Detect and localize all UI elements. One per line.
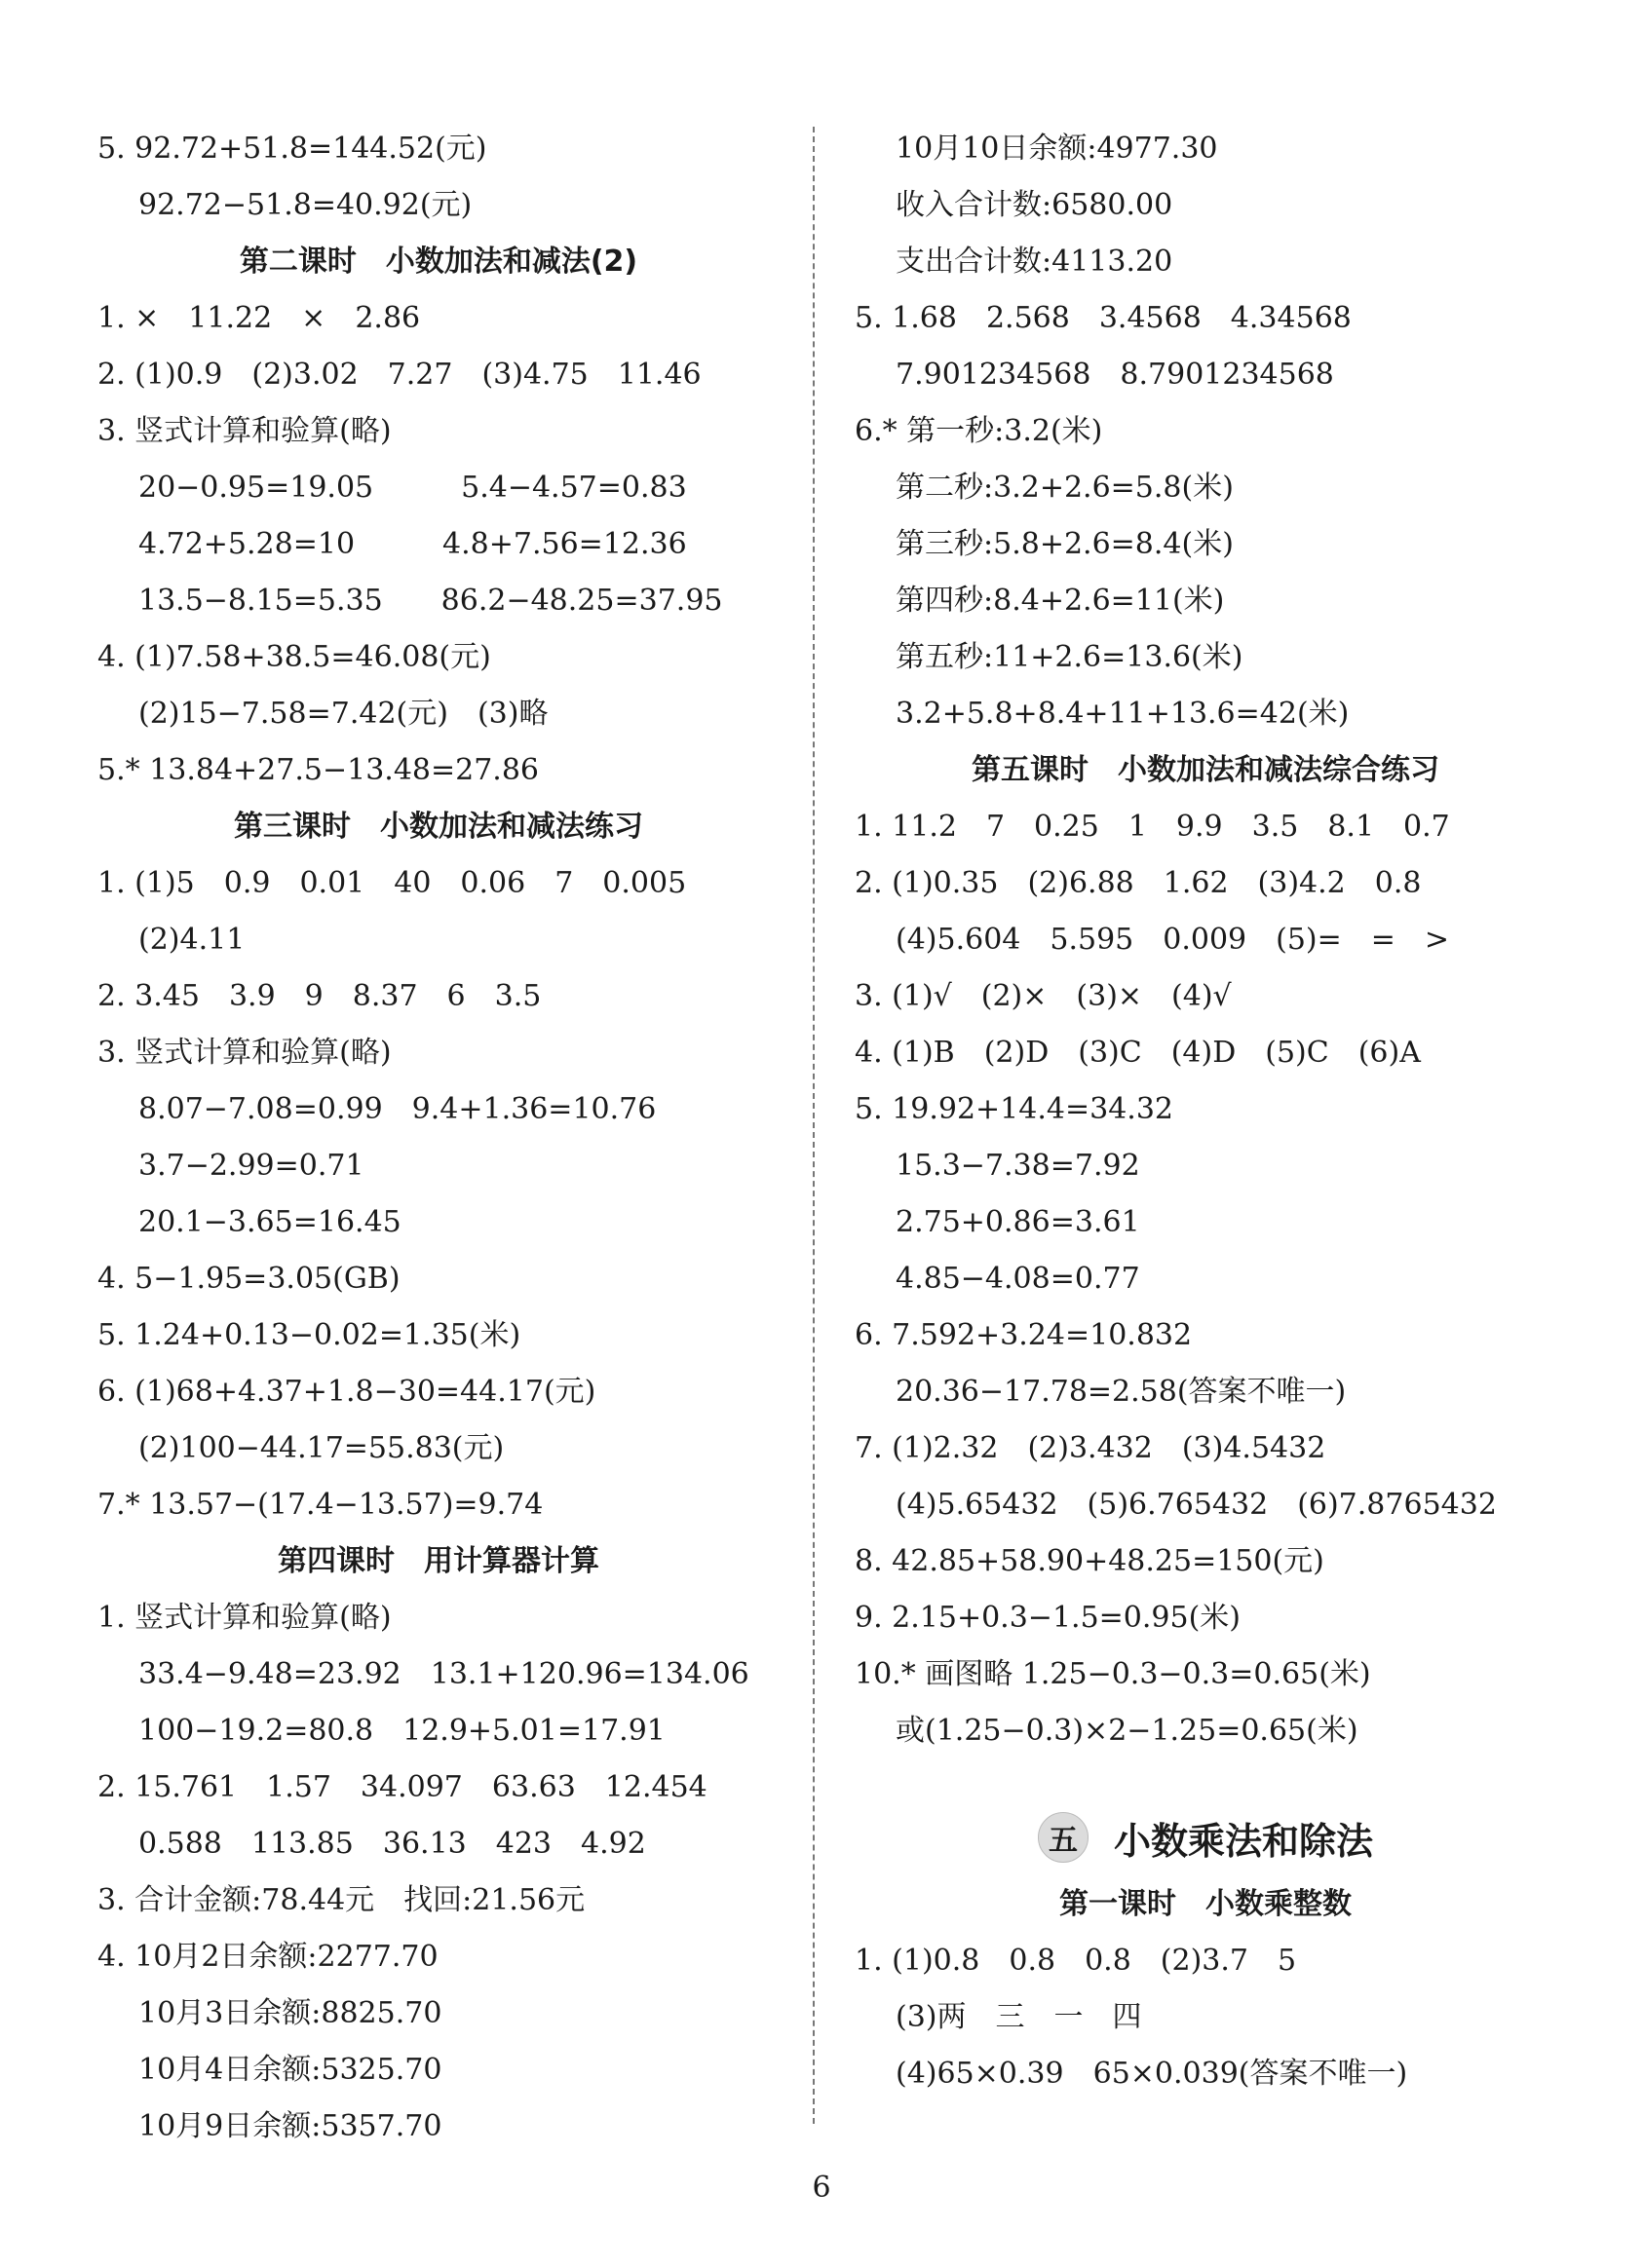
answer-item: 7.* 13.57−(17.4−13.57)=9.74 (97, 1488, 544, 1522)
answer-line: 支出合计数:4113.20 (896, 245, 1173, 279)
answer-line: 第五秒:11+2.6=13.6(米) (896, 640, 1243, 674)
answer-line: 收入合计数:6580.00 (896, 188, 1173, 222)
answer-line: 3.7−2.99=0.71 (138, 1149, 364, 1183)
lesson-heading: 第四课时 用计算器计算 (278, 1544, 599, 1578)
answer-line: 10月9日余额:5357.70 (138, 2109, 442, 2143)
answer-line: 92.72−51.8=40.92(元) (138, 188, 473, 222)
answer-line: 4.72+5.28=10 4.8+7.56=12.36 (138, 527, 687, 561)
answer-item: 1. 竖式计算和验算(略) (97, 1601, 392, 1635)
answer-item: 3. (1)√ (2)× (3)× (4)√ (855, 979, 1232, 1013)
answer-line: (4)5.65432 (5)6.765432 (6)7.8765432 (896, 1488, 1497, 1522)
answer-line: 第四秒:8.4+2.6=11(米) (896, 584, 1225, 618)
answer-item: 1. (1)0.8 0.8 0.8 (2)3.7 5 (855, 1944, 1297, 1978)
answer-item: 3. 合计金额:78.44元 找回:21.56元 (97, 1883, 586, 1917)
answer-item: 7. (1)2.32 (2)3.432 (3)4.5432 (855, 1431, 1326, 1465)
answer-line: 10月10日余额:4977.30 (896, 132, 1218, 166)
answer-item: 5.* 13.84+27.5−13.48=27.86 (97, 753, 540, 787)
answer-item: 3. 竖式计算和验算(略) (97, 1036, 392, 1070)
page-number: 6 (812, 2171, 831, 2205)
answer-item: 5. 19.92+14.4=34.32 (855, 1092, 1173, 1126)
answer-line: (3)两 三 一 四 (896, 2000, 1142, 2034)
left-column (97, 121, 780, 2155)
lesson-heading: 第二课时 小数加法和减法(2) (239, 245, 638, 279)
column-divider (813, 127, 815, 2124)
right-column (855, 121, 1556, 2102)
answer-item: 2. 3.45 3.9 9 8.37 6 3.5 (97, 979, 542, 1013)
answer-item: 5. 1.24+0.13−0.02=1.35(米) (97, 1318, 521, 1352)
answer-item: 2. (1)0.35 (2)6.88 1.62 (3)4.2 0.8 (855, 866, 1422, 900)
answer-line: 或(1.25−0.3)×2−1.25=0.65(米) (896, 1714, 1358, 1748)
answer-item: 10.* 画图略 1.25−0.3−0.3=0.65(米) (855, 1657, 1371, 1691)
answer-line: (4)5.604 5.595 0.009 (5)= = > (896, 923, 1450, 957)
answer-line: 8.07−7.08=0.99 9.4+1.36=10.76 (138, 1092, 657, 1126)
answer-item: 6. (1)68+4.37+1.8−30=44.17(元) (97, 1375, 596, 1409)
answer-item: 3. 竖式计算和验算(略) (97, 414, 392, 448)
answer-line: 第二秒:3.2+2.6=5.8(米) (896, 471, 1234, 505)
answer-line: 0.588 113.85 36.13 423 4.92 (138, 1827, 646, 1861)
answer-item: 5. 1.68 2.568 3.4568 4.34568 (855, 301, 1352, 335)
unit-number-badge: 五 (1038, 1812, 1089, 1863)
answer-line: 4.85−4.08=0.77 (896, 1262, 1140, 1296)
answer-line: 20−0.95=19.05 5.4−4.57=0.83 (138, 471, 687, 505)
unit-heading (855, 1798, 1556, 1876)
lesson-heading: 第五课时 小数加法和减法综合练习 (972, 753, 1439, 787)
answer-item: 4. (1)B (2)D (3)C (4)D (5)C (6)A (855, 1036, 1421, 1070)
answer-line: 2.75+0.86=3.61 (896, 1205, 1140, 1239)
answer-line: 7.901234568 8.7901234568 (896, 358, 1334, 392)
answer-line: 3.2+5.8+8.4+11+13.6=42(米) (896, 697, 1350, 731)
answer-item: 1. × 11.22 × 2.86 (97, 301, 421, 335)
answer-line: 第三秒:5.8+2.6=8.4(米) (896, 527, 1234, 561)
answer-item: 9. 2.15+0.3−1.5=0.95(米) (855, 1601, 1241, 1635)
answer-item: 2. (1)0.9 (2)3.02 7.27 (3)4.75 11.46 (97, 358, 702, 392)
lesson-heading: 第三课时 小数加法和减法练习 (234, 810, 643, 844)
answer-item: 1. 11.2 7 0.25 1 9.9 3.5 8.1 0.7 (855, 810, 1450, 844)
answer-line: 15.3−7.38=7.92 (896, 1149, 1140, 1183)
answer-line: (2)15−7.58=7.42(元) (3)略 (138, 697, 549, 731)
answer-line: 33.4−9.48=23.92 13.1+120.96=134.06 (138, 1657, 749, 1691)
answer-line: (4)65×0.39 65×0.039(答案不唯一) (896, 2057, 1408, 2091)
answer-line: 10月4日余额:5325.70 (138, 2053, 442, 2087)
lesson-heading: 第一课时 小数乘整数 (1059, 1887, 1352, 1921)
answer-item: 6.* 第一秒:3.2(米) (855, 414, 1103, 448)
answer-item: 1. (1)5 0.9 0.01 40 0.06 7 0.005 (97, 866, 687, 900)
answer-line: 20.1−3.65=16.45 (138, 1205, 401, 1239)
answer-item: 8. 42.85+58.90+48.25=150(元) (855, 1544, 1324, 1578)
unit-title: 小数乘法和除法 (1113, 1819, 1373, 1863)
answer-line: (2)100−44.17=55.83(元) (138, 1431, 505, 1465)
answer-item: 6. 7.592+3.24=10.832 (855, 1318, 1193, 1352)
answer-item: 4. 5−1.95=3.05(GB) (97, 1262, 401, 1296)
answer-line: (2)4.11 (138, 923, 246, 957)
answer-line: 100−19.2=80.8 12.9+5.01=17.91 (138, 1714, 666, 1748)
answer-line: 20.36−17.78=2.58(答案不唯一) (896, 1375, 1347, 1409)
answer-item: 5. 92.72+51.8=144.52(元) (97, 132, 487, 166)
answer-item: 4. (1)7.58+38.5=46.08(元) (97, 640, 491, 674)
answer-item: 2. 15.761 1.57 34.097 63.63 12.454 (97, 1770, 707, 1804)
answer-line: 10月3日余额:8825.70 (138, 1996, 442, 2030)
answer-line: 13.5−8.15=5.35 86.2−48.25=37.95 (138, 584, 723, 618)
answer-item: 4. 10月2日余额:2277.70 (97, 1940, 439, 1974)
